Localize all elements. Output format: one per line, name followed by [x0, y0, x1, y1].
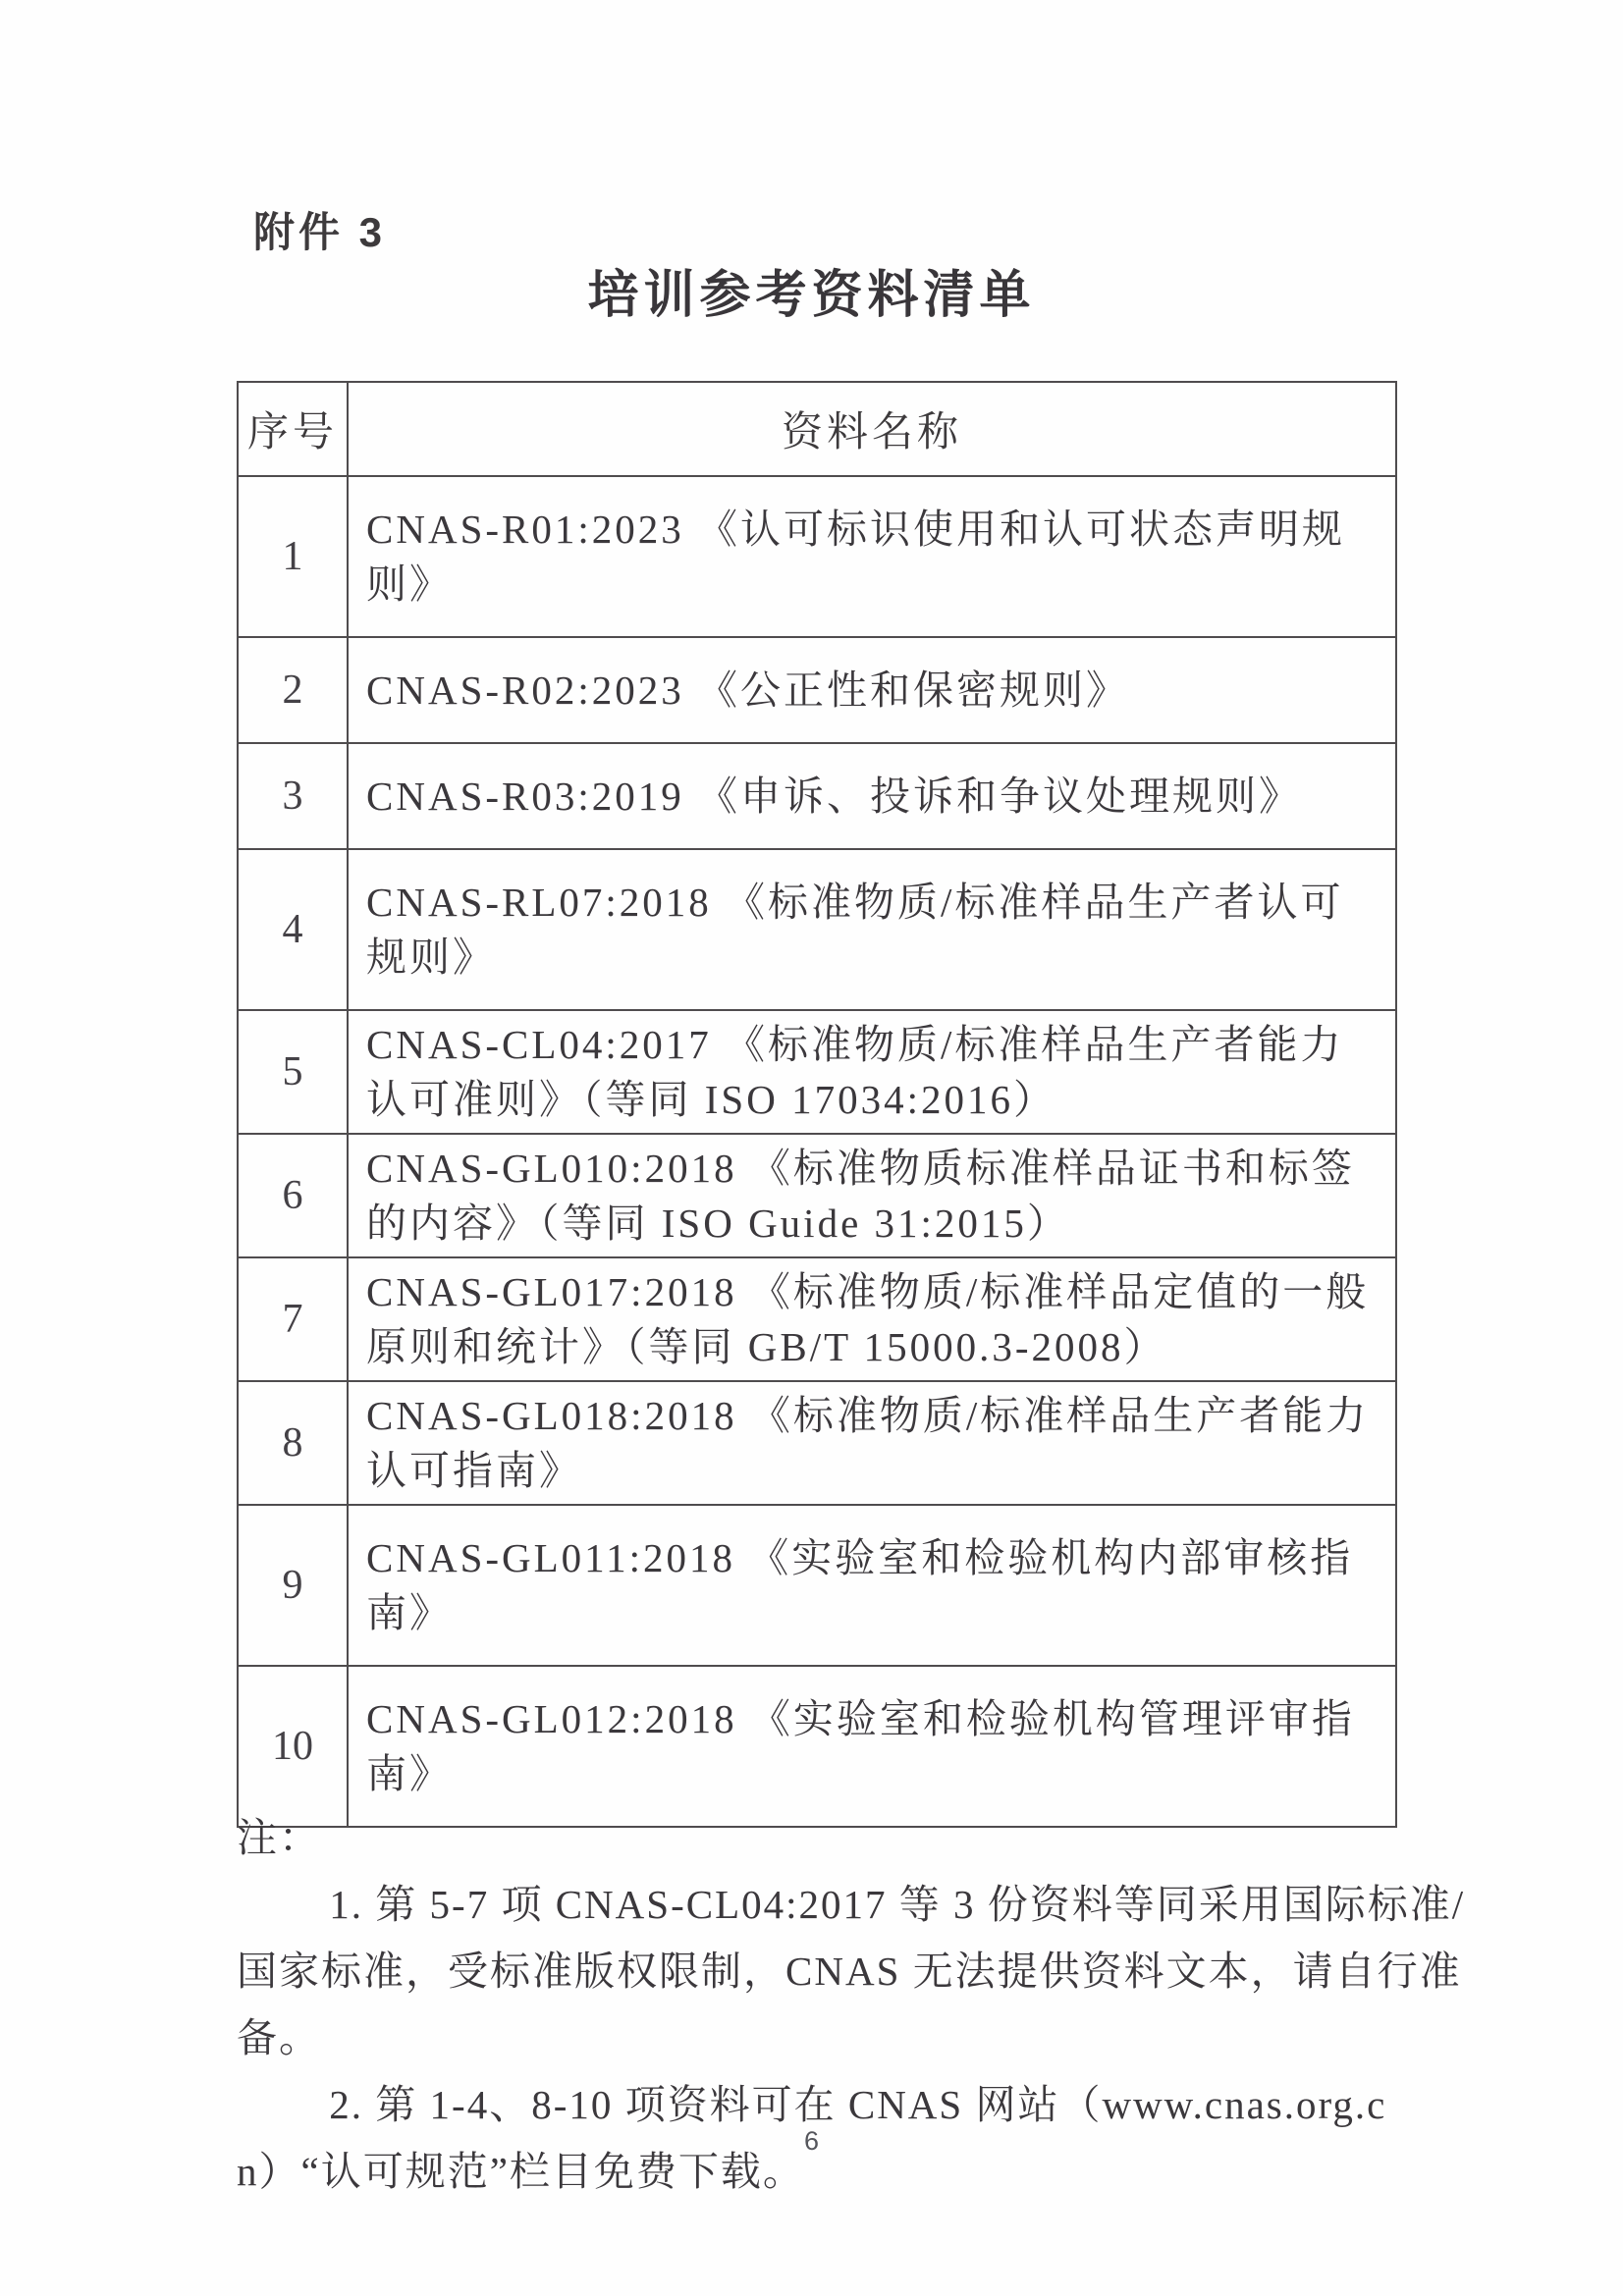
- table-row-5: [238, 1010, 1396, 1134]
- header-seq-no: 序号: [238, 382, 348, 476]
- header-material-name: 资料名称: [348, 382, 1396, 476]
- table-row-3: [238, 743, 1396, 849]
- table-row-7: [238, 1257, 1396, 1381]
- table-row-9: [238, 1505, 1396, 1666]
- row-1-seq-no: 1: [238, 476, 348, 637]
- row-6-seq-no: 6: [238, 1134, 348, 1257]
- row-5-seq-no: 5: [238, 1010, 348, 1134]
- notes-label: 注：: [237, 1815, 321, 1860]
- table-row-1: [238, 476, 1396, 637]
- row-3-seq-no: 3: [238, 743, 348, 849]
- page-number: 6: [803, 2126, 820, 2156]
- row-7-material-name: CNAS-GL017:2018 《标准物质/标准样品定值的一般原则和统计》（等同 GB/T 15000.3-2008）: [348, 1257, 1396, 1381]
- row-2-seq-no: 2: [238, 637, 348, 743]
- row-10-material-name: CNAS-GL012:2018 《实验室和检验机构管理评审指南》: [348, 1666, 1396, 1827]
- row-9-material-name: CNAS-GL011:2018 《实验室和检验机构内部审核指南》: [348, 1505, 1396, 1666]
- attachment-label: 附件 3: [253, 209, 387, 255]
- row-9-seq-no: 9: [238, 1505, 348, 1666]
- row-5-material-name: CNAS-CL04:2017 《标准物质/标准样品生产者能力认可准则》（等同 ISO 17034:2016）: [348, 1010, 1396, 1134]
- row-7-seq-no: 7: [238, 1257, 348, 1381]
- note-item-1: 1. 第 5-7 项 CNAS-CL04:2017 等 3 份资料等同采用国际标准/国家标准，受标准版权限制，CNAS 无法提供资料文本，请自行准备。: [237, 1882, 1466, 2060]
- row-1-material-name: CNAS-R01:2023 《认可标识使用和认可状态声明规则》: [348, 476, 1396, 637]
- row-10-seq-no: 10: [238, 1666, 348, 1827]
- note-item-2: 2. 第 1-4、8-10 项资料可在 CNAS 网站（www.cnas.org.cn）“认可规范”栏目免费下载。: [237, 2082, 1387, 2194]
- row-4-material-name: CNAS-RL07:2018 《标准物质/标准样品生产者认可规则》: [348, 849, 1396, 1010]
- row-8-seq-no: 8: [238, 1381, 348, 1505]
- page-title: 培训参考资料清单: [587, 267, 1036, 324]
- table-header-row: [238, 382, 1396, 476]
- table-row-4: [238, 849, 1396, 1010]
- row-3-material-name: CNAS-R03:2019 《申诉、投诉和争议处理规则》: [348, 743, 1396, 849]
- reference-materials-table: [237, 381, 1397, 1828]
- table-row-8: [238, 1381, 1396, 1505]
- table-row-6: [238, 1134, 1396, 1257]
- row-8-material-name: CNAS-GL018:2018 《标准物质/标准样品生产者能力认可指南》: [348, 1381, 1396, 1505]
- table-row-2: [238, 637, 1396, 743]
- row-4-seq-no: 4: [238, 849, 348, 1010]
- table-row-10: [238, 1666, 1396, 1827]
- row-2-material-name: CNAS-R02:2023 《公正性和保密规则》: [348, 637, 1396, 743]
- row-6-material-name: CNAS-GL010:2018 《标准物质标准样品证书和标签的内容》（等同 ISO Guide 31:2015）: [348, 1134, 1396, 1257]
